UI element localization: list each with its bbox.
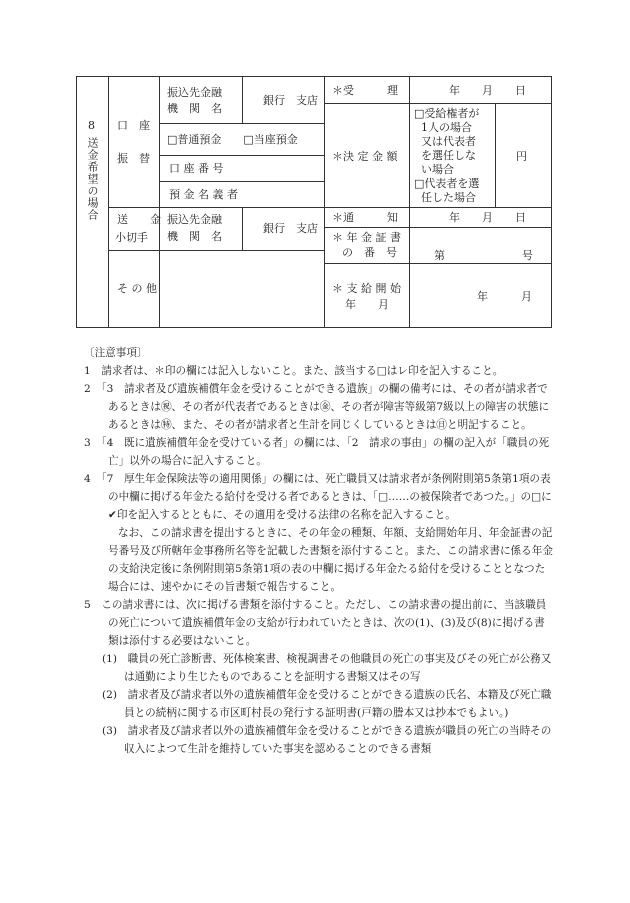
note-5: 5 この請求書には、次に掲げる書類を添付すること。ただし、この請求書の提出前に、当該職員の死亡について遺族補償年金の支給が行われていたときは、次の(1)、(3)及び(8)に掲げる書類は添付する必要はないこと。: [84, 599, 547, 647]
bank-name2-label-2: 機 関 名: [167, 230, 222, 243]
representative-checkboxes: □受給権者が 1人の場合 又は代表者 を選任しな い場合 □代表者を選 任した場合: [414, 107, 480, 204]
row-divider: [324, 103, 552, 104]
col-divider: [495, 103, 496, 207]
note-2: 2 「3 請求者及び遺族補償年金を受けることができる遺族」の欄の備考には、その者が請求者であるときは㊗、その者が代表者であるときは㊎、その者が障害等級第7級以上の障害の状態にあるときは㊕、また、その者が請求者と生計を同じくしているときは㊐と明記すること。: [84, 383, 550, 431]
bank-name-label-2: 機 関 名: [167, 102, 222, 115]
soukin-label: 送 金: [117, 213, 161, 226]
account-holder-label: 預 金 名 義 者: [169, 188, 238, 201]
notes-title: 〔注意事項〕: [84, 347, 148, 359]
yen-unit: 円: [516, 150, 527, 163]
row-divider: [324, 263, 552, 264]
section-title: 送金希望の場合: [86, 137, 99, 221]
note-5-item-3: (3) 請求者及び請求者以外の遺族補償年金を受けることができる遺族が職員の死亡の当時その収入によつて生計を維持していた事実を認めることのできる書類: [102, 725, 552, 755]
payment-start-value: 年 月: [477, 290, 532, 303]
decided-amount-label: ＊決 定 金 額: [332, 150, 398, 163]
note-5-item-2: (2) 請求者及び請求者以外の遺族補償年金を受けることができる遺族の氏名、本籍及び死亡職員との続柄に関する市区町村長の発行する証明書(戸籍の謄本又は抄本でもよい。): [102, 689, 552, 719]
kogitte-label: 小切手: [115, 231, 148, 244]
payment-start-label-2: 年 月: [345, 298, 389, 311]
row-divider: [159, 181, 324, 182]
account-number-label: 口 座 番 号: [169, 162, 224, 175]
note-1: 1 請求者は、＊印の欄には記入しないこと。また、該当する□はレ印を記入すること。: [84, 365, 504, 377]
col-divider: [242, 77, 243, 123]
pension-cert-number: 第 号: [434, 249, 533, 262]
sonota-label: そ の 他: [117, 282, 157, 295]
col-divider: [159, 77, 160, 328]
note-3: 3 「4 既に遺族補償年金を受けている者」の欄には、「2 請求の事由」の欄の記入が「職員の死亡」以外の場合に記入すること。: [84, 437, 550, 467]
pension-cert-label-1: ＊ 年 金 証 書: [332, 231, 401, 244]
koza-label: 口 座: [117, 119, 150, 132]
notice-label: ＊通 知: [332, 211, 398, 224]
row-divider: [108, 250, 324, 251]
bank-branch-field: 銀行 支店: [263, 94, 318, 107]
notice-date: 年 月 日: [449, 211, 526, 224]
row-divider: [324, 227, 552, 228]
bank-name-label-1: 振込先金融: [167, 86, 222, 99]
bank-name2-label-1: 振込先金融: [167, 213, 222, 226]
note-4: 4 「7 厚生年金保険法等の適用関係」の欄には、死亡職員又は請求者が条例附則第5条第1項の表の中欄に掲げる年金たる給付を受ける者であるときは、「□……の被保険者であつた。」の□に✔印を記入するとともに、その適用を受ける法律の名称を記入すること。: [84, 473, 552, 521]
pension-cert-label-2: の 番 号: [342, 246, 397, 259]
bank-branch2-field: 銀行 支店: [263, 222, 318, 235]
col-divider: [324, 77, 325, 328]
note-5-item-1: (1) 職員の死亡診断書、死体検案書、検視調書その他職員の死亡の事実及びその死亡が公務又は通勤により生じたものであることを証明する書類又はその写: [102, 653, 552, 683]
col-divider: [108, 77, 109, 328]
notes-section: [84, 344, 554, 758]
receipt-label: ＊受 理: [332, 84, 398, 97]
row-divider: [159, 123, 324, 124]
col-divider: [409, 77, 410, 328]
section-number: 8: [88, 119, 95, 132]
furikae-label: 振 替: [117, 152, 150, 165]
receipt-date: 年 月 日: [449, 84, 526, 97]
col-divider: [242, 207, 243, 250]
row-divider: [108, 207, 552, 208]
row-divider: [159, 155, 324, 156]
account-type-checkboxes: □普通預金 □当座預金: [167, 133, 298, 146]
note-4-supplement: なお、この請求書を提出するときに、その年金の種類、年額、支給開始年月、年金証書の記号番号及び所轄年金事務所名等を記載した書類を添付すること。また、この請求書に係る年金の支給決定後に条例附則第5条第1項の表の中欄に掲げる年金たる給付を受けることとなつた場合には、速やかにその旨書類で報告すること。: [108, 527, 553, 593]
payment-start-label-1: ＊ 支 給 開 始: [332, 282, 401, 295]
remittance-form-table: [76, 76, 552, 328]
